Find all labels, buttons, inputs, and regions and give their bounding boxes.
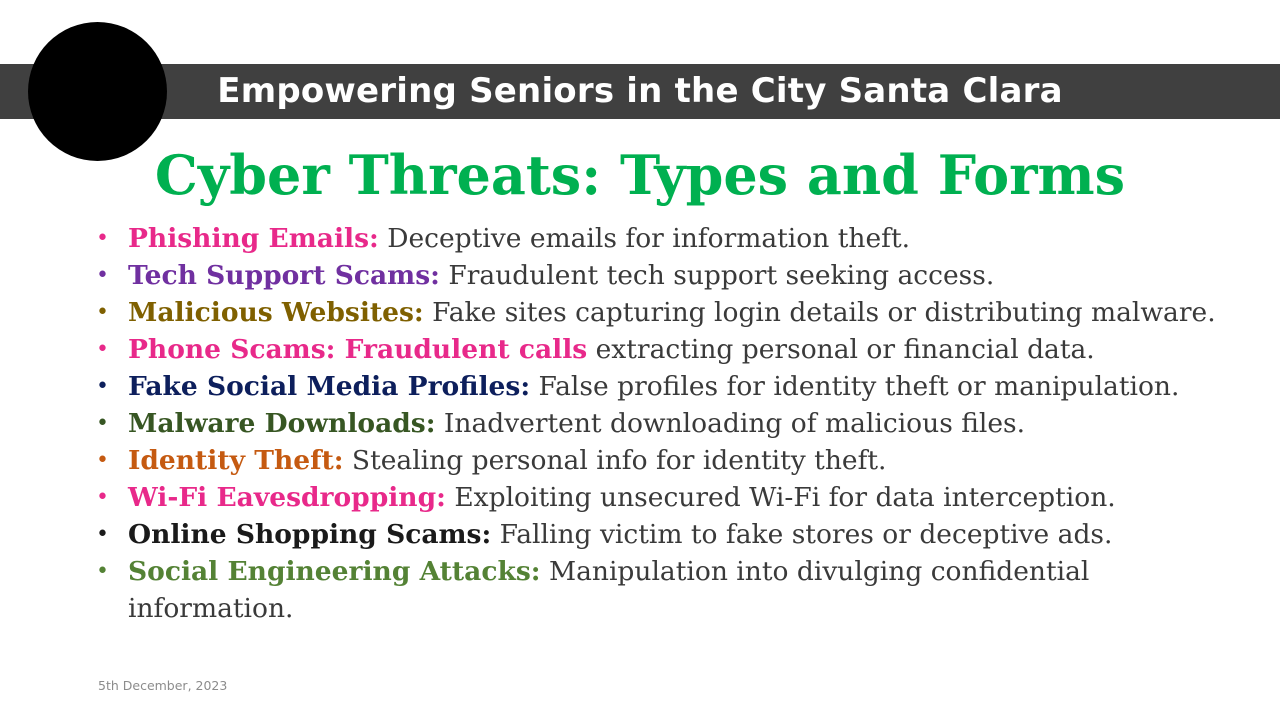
- bullet-description: Fraudulent tech support seeking access.: [439, 260, 995, 291]
- bullet-icon: •: [96, 300, 109, 325]
- bullet-description: Exploiting unsecured Wi-Fi for data interception.: [445, 482, 1116, 513]
- bullet-description: Deceptive emails for information theft.: [378, 223, 911, 254]
- bullet-icon: •: [96, 411, 109, 436]
- bullet-term: Malicious Websites:: [128, 297, 424, 328]
- bullet-term: Social Engineering Attacks:: [128, 556, 541, 587]
- bullet-icon: •: [96, 485, 109, 510]
- bullet-term: Malware Downloads:: [128, 408, 436, 439]
- bullet-description: Inadvertent downloading of malicious files.: [435, 408, 1026, 439]
- list-item: [96, 257, 1256, 294]
- header-banner: [0, 64, 1280, 119]
- list-item: [96, 331, 1256, 368]
- list-item: [96, 553, 1256, 627]
- bullet-description: Fake sites capturing login details or distributing malware.: [423, 297, 1216, 328]
- bullet-description: Stealing personal info for identity theft.: [343, 445, 887, 476]
- banner-title: Empowering Seniors in the City Santa Clara: [217, 71, 1063, 111]
- bullet-term: Identity Theft:: [128, 445, 344, 476]
- bullet-description: False profiles for identity theft or manipulation.: [530, 371, 1180, 402]
- bullet-term: Tech Support Scams:: [128, 260, 440, 291]
- bullet-term: Fake Social Media Profiles:: [128, 371, 531, 402]
- list-item: [96, 442, 1256, 479]
- list-item: [96, 220, 1256, 257]
- list-item: [96, 479, 1256, 516]
- bullet-term: Online Shopping Scams:: [128, 519, 492, 550]
- bullet-term: Wi-Fi Eavesdropping:: [128, 482, 446, 513]
- footer-date: 5th December, 2023: [98, 678, 228, 693]
- bullet-icon: •: [96, 374, 109, 399]
- threat-list: [96, 220, 1256, 627]
- bullet-term: Phishing Emails:: [128, 223, 379, 254]
- bullet-icon: •: [96, 448, 109, 473]
- bullet-icon: •: [96, 559, 109, 584]
- bullet-description: extracting personal or financial data.: [587, 334, 1095, 365]
- bullet-description: Falling victim to fake stores or deceptive ads.: [491, 519, 1113, 550]
- list-item: [96, 516, 1256, 553]
- bullet-icon: •: [96, 263, 109, 288]
- bullet-icon: •: [96, 226, 109, 251]
- slide-title: Cyber Threats: Types and Forms: [154, 143, 1126, 207]
- list-item: [96, 294, 1256, 331]
- bullet-description: Manipulation into divulging confidential information.: [128, 556, 1090, 624]
- list-item: [96, 405, 1256, 442]
- bullet-icon: •: [96, 522, 109, 547]
- list-item: [96, 368, 1256, 405]
- bullet-term: Phone Scams: Fraudulent calls: [128, 334, 588, 365]
- bullet-icon: •: [96, 337, 109, 362]
